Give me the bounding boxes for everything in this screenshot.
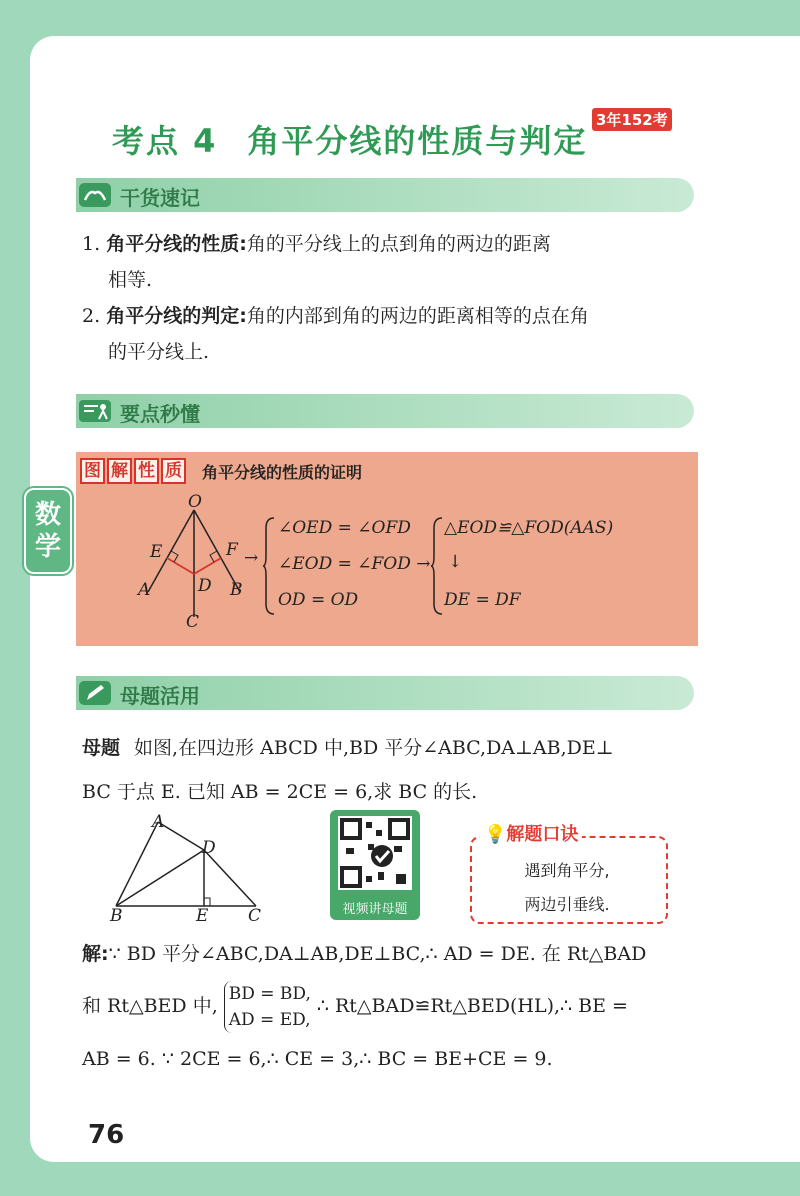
illustration-title: 角平分线的性质的证明 xyxy=(202,463,363,482)
note-text: 的平分线上. xyxy=(108,341,210,363)
section-title: 母题活用 xyxy=(120,684,200,708)
note-item-2 xyxy=(82,298,702,370)
subject-tab-char: 数 xyxy=(34,500,61,530)
tip-header xyxy=(480,820,582,846)
note-item-1 xyxy=(82,226,702,298)
problem-text: BC 于点 E. 已知 AB = 2CE = 6,求 BC 的长. xyxy=(82,781,478,803)
section-title: 干货速记 xyxy=(120,186,200,210)
point-label: O xyxy=(188,492,202,512)
solution-text: AB = 6. ∵ 2CE = 6,∴ CE = 3,∴ BC = BE+CE = 9. xyxy=(82,1048,553,1070)
illustration-tag xyxy=(80,458,186,484)
problem-label: 母题 xyxy=(82,737,121,759)
tag-char: 质 xyxy=(161,458,186,484)
point-label: C xyxy=(186,612,200,632)
topic-title: 角平分线的性质与判定 xyxy=(247,122,588,160)
note-text: 角的平分线上的点到角的两边的距离 xyxy=(246,233,551,255)
point-label: A xyxy=(152,812,165,832)
page-number: 76 xyxy=(88,1120,125,1150)
solution-text: ∴ Rt△BAD≌Rt△BED(HL),∴ BE = xyxy=(316,995,628,1017)
point-label: C xyxy=(248,906,262,926)
condition: ∠OED = ∠OFD xyxy=(278,518,411,538)
result: △EOD≌△FOD(AAS) xyxy=(444,518,614,538)
illustration-panel xyxy=(76,452,698,646)
point-label: D xyxy=(198,576,212,596)
solution-text: ∵ BD 平分∠ABC,DA⊥AB,DE⊥BC,∴ AD = DE. 在 Rt△BAD xyxy=(108,943,647,965)
note-separator: : xyxy=(239,233,247,255)
tip-line: 两边引垂线. xyxy=(524,895,610,914)
point-label: E xyxy=(150,542,163,562)
problem-statement xyxy=(82,726,702,814)
point-label: A xyxy=(138,580,151,600)
problem-text: 如图,在四边形 ABCD 中,BD 平分∠ABC,DA⊥AB,DE⊥ xyxy=(134,737,614,759)
lightbulb-icon: 💡 xyxy=(484,824,507,845)
note-number: 1. xyxy=(82,233,101,255)
equation: AD = ED, xyxy=(228,1010,311,1030)
left-brace xyxy=(430,516,444,616)
section-header-key-points xyxy=(76,394,694,428)
book-icon xyxy=(78,181,112,209)
arrow: → xyxy=(244,548,259,568)
qr-card[interactable] xyxy=(330,810,420,920)
pencil-icon xyxy=(78,679,112,707)
point-label: B xyxy=(110,906,123,926)
subject-tab-char: 学 xyxy=(34,532,61,562)
point-label: E xyxy=(196,906,209,926)
solution xyxy=(82,928,702,1085)
tag-char: 图 xyxy=(80,458,105,484)
section-header-notes xyxy=(76,178,694,212)
point-label: D xyxy=(202,838,216,858)
point-label: F xyxy=(226,540,238,560)
qr-caption: 视频讲母题 xyxy=(342,902,408,917)
condition: OD = OD xyxy=(278,590,359,610)
equation: BD = BD, xyxy=(228,984,311,1004)
qr-code-icon[interactable] xyxy=(338,816,412,890)
result: DE = DF xyxy=(444,590,521,610)
note-number: 2. xyxy=(82,305,101,327)
solution-label: 解: xyxy=(82,943,109,965)
note-term: 角平分线的判定 xyxy=(106,305,240,327)
tip-line: 遇到角平分, xyxy=(524,861,610,880)
result: ↓ xyxy=(448,552,463,572)
solution-text: 和 Rt△BED 中, xyxy=(82,995,218,1017)
note-separator: : xyxy=(239,305,247,327)
tag-char: 性 xyxy=(134,458,159,484)
left-brace xyxy=(262,516,276,616)
tip-text xyxy=(470,854,664,922)
section-header-mother-problem xyxy=(76,676,694,710)
presentation-icon xyxy=(78,397,112,425)
quadrilateral-figure xyxy=(100,810,270,930)
point-label: B xyxy=(230,580,243,600)
note-text: 相等. xyxy=(108,269,153,291)
condition: ∠EOD = ∠FOD → xyxy=(278,554,431,574)
tag-char: 解 xyxy=(107,458,132,484)
tip-title: 解题口诀 xyxy=(506,824,579,845)
topic-number: 考点 4 xyxy=(112,122,218,160)
note-term: 角平分线的性质 xyxy=(106,233,240,255)
page-title xyxy=(112,116,587,162)
section-title: 要点秒懂 xyxy=(120,402,200,426)
note-text: 角的内部到角的两边的距离相等的点在角 xyxy=(246,305,589,327)
exam-badge: 3年152考 xyxy=(592,108,672,131)
subject-tab[interactable] xyxy=(24,488,72,574)
